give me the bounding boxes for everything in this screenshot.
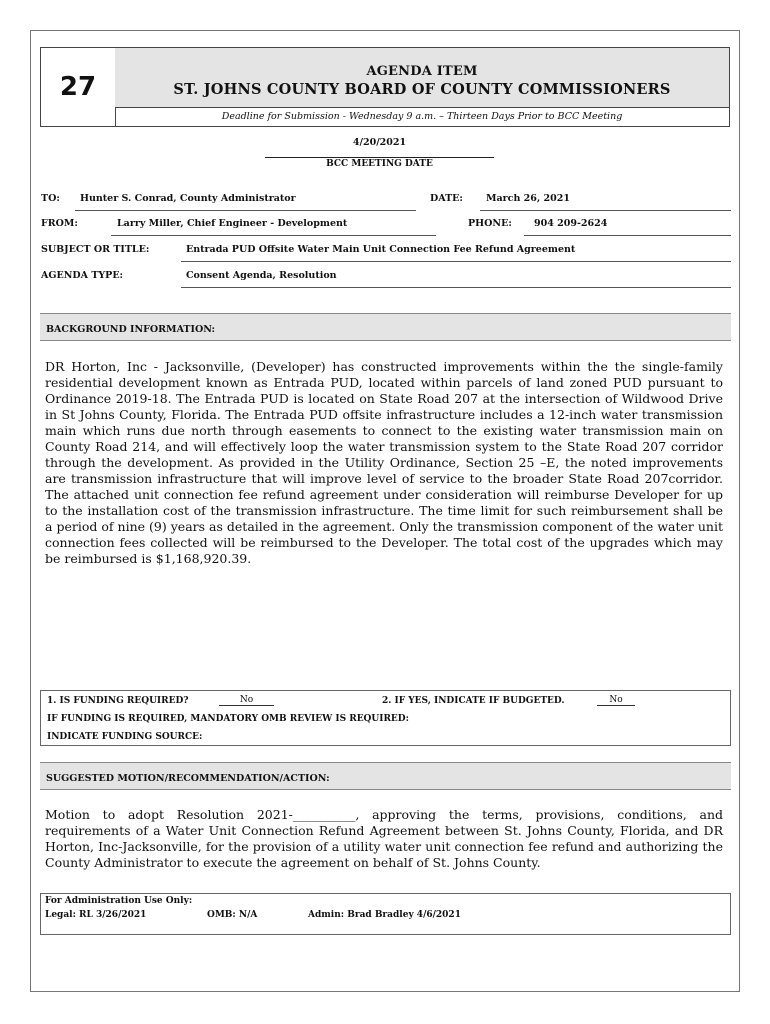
motion-heading: SUGGESTED MOTION/RECOMMENDATION/ACTION: xyxy=(40,762,731,790)
date-underline xyxy=(480,210,731,211)
meeting-date-underline xyxy=(265,157,494,158)
agenda-header xyxy=(40,47,730,127)
funding-required-label: 1. IS FUNDING REQUIRED? xyxy=(47,696,189,706)
to-value: Hunter S. Conrad, County Administrator xyxy=(80,193,296,204)
funding-box xyxy=(40,690,731,746)
header-title-line2: ST. JOHNS COUNTY BOARD OF COUNTY COMMISSIONERS xyxy=(173,81,671,98)
funding-required-value: No xyxy=(219,695,274,706)
agenda-type-value: Consent Agenda, Resolution xyxy=(186,270,337,281)
from-underline xyxy=(111,235,436,236)
from-label: FROM: xyxy=(41,218,78,229)
administrator-approval: Admin: Brad Bradley 4/6/2021 xyxy=(308,910,461,920)
to-underline xyxy=(75,210,416,211)
background-text: DR Horton, Inc - Jacksonville, (Developer) has constructed improvements within the the single-family residential development known as Entrada PUD, located within parcels of land zoned PUD pursuant to Ordinance 2019-18. The Entrada PUD is located on State Road 207 at the intersection of Wildwood Drive in St Johns County, Florida. The Entrada PUD offsite infrastructure includes a 12-inch water transmission main which runs due north through easements to connect to the existing water transmission main on County Road 214, and will effectively loop the water transmission system to the State Road 207 corridor through the development. As provided in the Utility Ordinance, Section 25 –E, the noted improvements are transmission infrastructure that will improve level of service to the broader State Road 207corridor. The attached unit connection fee refund agreement under consideration will reimburse Developer for up to the installation cost of the transmission infrastructure. The time limit for such reimbursement shall be a period of nine (9) years as detailed in the agreement. Only the transmission component of the water unit connection fees collected will be reimbursed to the Developer. The total cost of the upgrades which may be reimbursed is $1,168,920.39. xyxy=(45,359,723,566)
funding-source-label: INDICATE FUNDING SOURCE: xyxy=(47,732,203,742)
subject-label: SUBJECT OR TITLE: xyxy=(41,244,150,255)
meeting-date-label: BCC MEETING DATE xyxy=(326,159,433,169)
from-value: Larry Miller, Chief Engineer - Development xyxy=(117,218,348,229)
header-title-line1: AGENDA ITEM xyxy=(366,64,478,79)
to-label: TO: xyxy=(41,193,60,204)
motion-text: Motion to adopt Resolution 2021-__________, approving the terms, provisions, conditions, and requirements of a Water Unit Connection Refund Agreement between St. Johns County, Florida, and DR Horton, Inc-Jacksonville, for the provision of a utility water unit connection fee refund and authorizing the County Administrator to execute the agreement on behalf of St. Johns County. xyxy=(45,807,723,870)
background-heading: BACKGROUND INFORMATION: xyxy=(40,313,731,341)
date-value: March 26, 2021 xyxy=(486,193,570,204)
agenda-type-underline xyxy=(181,287,731,288)
date-label: DATE: xyxy=(430,193,463,204)
phone-underline xyxy=(524,235,731,236)
subject-value: Entrada PUD Offsite Water Main Unit Connection Fee Refund Agreement xyxy=(186,244,576,255)
budgeted-label: 2. IF YES, INDICATE IF BUDGETED. xyxy=(382,696,565,706)
agenda-type-label: AGENDA TYPE: xyxy=(41,270,124,281)
phone-value: 904 209-2624 xyxy=(534,218,608,229)
submission-deadline: Deadline for Submission - Wednesday 9 a.m. – Thirteen Days Prior to BCC Meeting xyxy=(221,111,623,122)
omb-approval: OMB: N/A xyxy=(207,910,258,920)
agenda-page xyxy=(30,30,740,992)
phone-label: PHONE: xyxy=(468,218,512,229)
admin-use-box xyxy=(40,893,731,935)
legal-approval: Legal: RL 3/26/2021 xyxy=(45,910,147,920)
admin-use-heading: For Administration Use Only: xyxy=(45,896,193,906)
subject-underline xyxy=(181,261,731,262)
omb-review-note: IF FUNDING IS REQUIRED, MANDATORY OMB REVIEW IS REQUIRED: xyxy=(47,714,409,724)
item-number: 27 xyxy=(41,48,116,126)
budgeted-value: No xyxy=(597,695,635,706)
meeting-date: 4/20/2021 xyxy=(352,137,407,148)
